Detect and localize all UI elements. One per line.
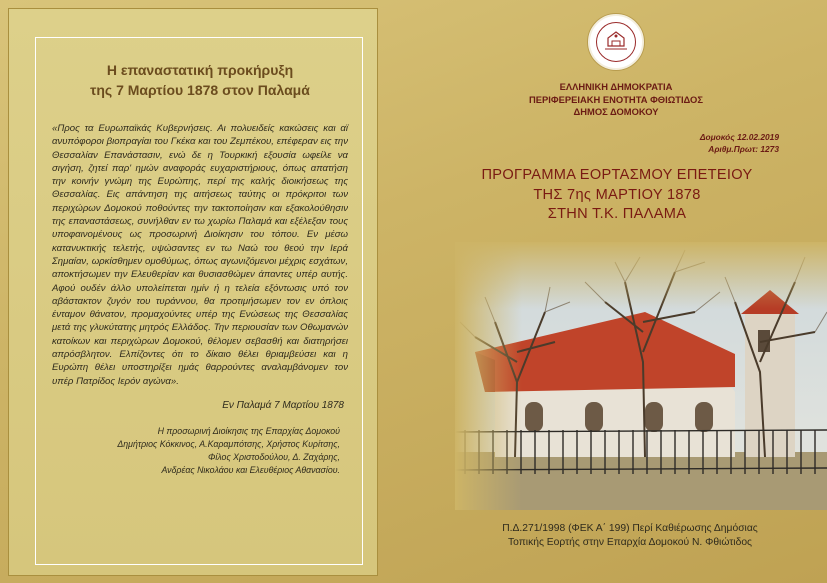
- signatories-line1: Η προσωρινή Διοίκησις της Επαρχίας Δομοκού: [157, 425, 340, 436]
- emblem-icon: [590, 16, 642, 68]
- issuer-line1: ΕΛΛΗΝΙΚΗ ΔΗΜΟΚΡΑΤΙΑ: [559, 81, 673, 92]
- issuer-line3: ΔΗΜΟΣ ΔΟΜΟΚΟΥ: [573, 106, 659, 117]
- signatories-line4: Ανδρέας Νικολάου και Ελευθέριος Αθανασίου.: [161, 464, 340, 475]
- protocol-number: Αριθμ.Πρωτ: 1273: [708, 143, 779, 154]
- proclamation-frame: [35, 37, 363, 565]
- proclamation-title-line2: της 7 Μαρτίου 1878 στον Παλαμά: [90, 82, 310, 98]
- proclamation-text: «Προς τα Ευρωπαϊκάς Κυβερνήσεις. Αι πολυειδείς κακώσεις και αϊ ανυπόφοροι βιοπραγίαι του Γκέκα και του Ζεμπέκου, επέφεραν εις την Θεσσαλίαν Επανάστασιν, ενώ δε η Τουρκική εξουσία ωφείλε να σιγήση, ζητεί παρ' ημών αναφοράς ευχαριστήριους, όπως απατήση την κοινήν γνώμη της Ευρώπης, περί της καλής διοικήσεως της Θεσσαλίας. Εις απάντηση της αιτήσεως ταύτης οι πρόκριτοι των περιχώρων Δομοκού ποθούντες την τακτοποίησιν και εξακολούθησιν της επαναστάσεως, συνήλθαν εν τω χωρίω Παλαμά και εξέλεξαν τους υποφαινομένους ως προσωρινή Διοίκησιν του τόπου. Εν μέσω κατανυκτικής τελετής, υψώσαντες εν τω Ναώ του θεού την Ιερά Σημαίαν, ωρκίσθημεν ομοθύμως, όπως αγωνιζόμενοι μέχρις εσχάτων, αποκτήσωμεν την Ελευθερίαν και θυσιασθώμεν άπαντες υπέρ αυτής. Αφού ουδέν άλλο υπολείπεται ημίν ή η τελεία εξόντωσις υπό τον αβάστακτον ζυγόν του τυράννου, θα προτιμήσωμεν τον εν όπλοις ένταμον θάνατον, προμαχούντες υπέρ της Ενώσεως της Θεσσαλίας μετά της γλυκύτατης μητρός Ελλάδος. Την περιουσίαν των Οθωμανών κατοίκων και περιχώρων Δομοκού, θέλομεν σεβασθή και διατηρήσει απρόσβλητον. Ελπίζοντες ότι το δίκαιο θέλει θριαμβεύσει και η Ευρώπη θέλει υποστηρίξει ημάς θαρρούντες αναλαμβάνομεν τον υπέρ Πατρίδος Ιερόν αγώνα».: [52, 123, 348, 387]
- proclamation-date: Εν Παλαμά 7 Μαρτίου 1878: [222, 399, 344, 411]
- signatories-line3: Φίλος Χριστοδούλου, Δ. Ζαχάρης,: [208, 451, 340, 462]
- issuer-block: [500, 81, 732, 119]
- signatories-line2: Δημήτριος Κόκκινος, Α.Καραμπότσης, Χρήστος Κυρίτσης,: [117, 438, 340, 449]
- church-illustration: [455, 242, 827, 510]
- municipality-emblem: [588, 14, 644, 70]
- program-title-line1: ΠΡΟΓΡΑΜΜΑ ΕΟΡΤΑΣΜΟΥ ΕΠΕΤΕΙΟΥ: [481, 167, 753, 183]
- program-title-line3: ΣΤΗΝ Τ.Κ. ΠΑΛΑΜΑ: [547, 206, 687, 222]
- signatories: [52, 425, 340, 477]
- proclamation-title-line1: Η επαναστατική προκήρυξη: [106, 62, 294, 78]
- proclamation-panel: [8, 8, 378, 576]
- program-title-line2: ΤΗΣ 7ης ΜΑΡΤΙΟΥ 1878: [533, 186, 701, 203]
- church-photo: [455, 242, 827, 510]
- footer-note: [440, 522, 820, 550]
- footer-line1: Π.Δ.271/1998 (ΦΕΚ Α΄ 199) Περί Καθιέρωσης Δημόσιας: [502, 523, 758, 534]
- document-meta: [700, 132, 779, 155]
- footer-line2: Τοπικής Εορτής στην Επαρχία Δομοκού Ν. Φθιώτιδος: [507, 537, 753, 548]
- proclamation-title: [52, 60, 348, 100]
- document-date: Δομοκός 12.02.2019: [699, 132, 779, 142]
- issuer-line2: ΠΕΡΙΦΕΡΕΙΑΚΗ ΕΝΟΤΗΤΑ ΦΘΙΩΤΙΔΟΣ: [529, 93, 703, 105]
- program-title: [452, 166, 782, 225]
